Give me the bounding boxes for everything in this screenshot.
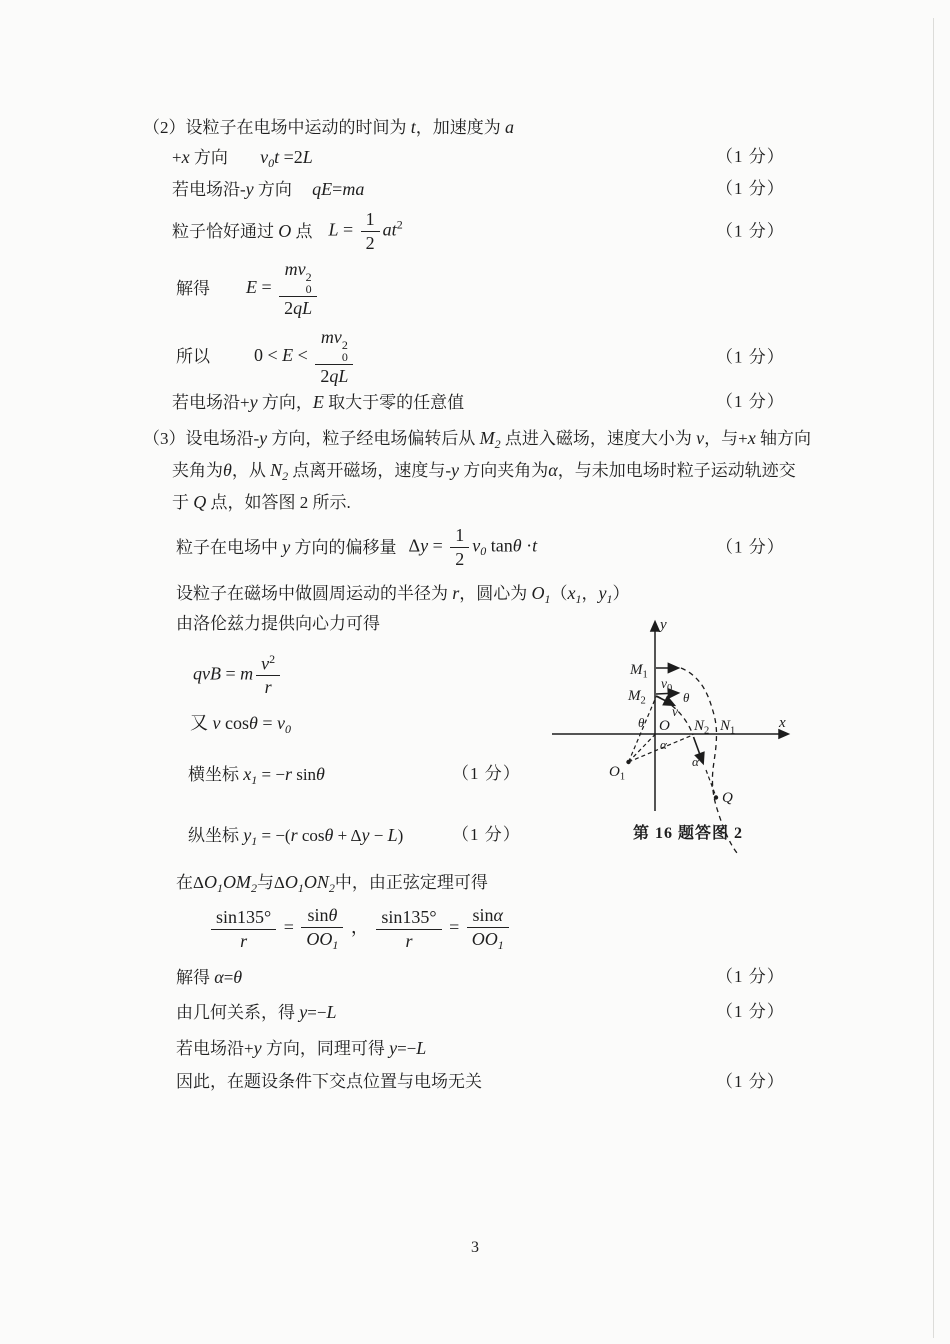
point-q: [714, 795, 718, 799]
line-x-direction: [0, 146, 950, 171]
therefore-label: 所以: [176, 347, 210, 367]
line-part3-header-3: [172, 491, 351, 514]
line-part3-header-2: [172, 459, 796, 484]
score-mark: （1 分）: [716, 1002, 785, 1021]
line-sine-rule-intro: [176, 871, 488, 896]
lorentz-text: 由洛伦兹力提供向心力可得: [176, 614, 380, 633]
line-sine-equations: [208, 900, 512, 958]
label-theta-at-m2: θ: [683, 690, 690, 705]
label-v0: $v_0$: [661, 676, 673, 694]
deflection-formula: Δy = $\frac{1}{2}$ $v_0$ tanθ ·t: [408, 524, 538, 569]
label-origin: O: [659, 718, 670, 734]
sine-rule-intro-text: 在$\Delta O_1OM_2$与$\Delta O_1ON_2$中，由正弦定理可得: [176, 872, 488, 895]
score-mark: （1 分）: [716, 347, 785, 367]
score-mark: （1 分）: [716, 392, 785, 411]
label-y-axis: y: [660, 617, 667, 633]
label-m1: $M_1$: [630, 662, 648, 681]
figure-caption: 第 16 题答图 2: [632, 825, 743, 842]
geometry-text: 由几何关系，得 y=−L: [176, 1002, 337, 1022]
conclusion-text: 因此，在题设条件下交点位置与电场无关: [176, 1072, 482, 1091]
line-pass-point-o: [0, 207, 950, 255]
label-m2: $M_2$: [628, 688, 646, 707]
deflection-label: 粒子在电场中 y 方向的偏移量: [176, 536, 397, 557]
qvb-formula: qvB = m $\frac{v^2}{r}$: [193, 653, 283, 698]
line-part2-header: [143, 116, 514, 139]
plus-y-same-text: 若电场沿+y 方向，同理可得 y=−L: [176, 1038, 427, 1058]
line-qvb-formula: [193, 647, 283, 703]
score-mark: （1 分）: [716, 1072, 785, 1091]
label-v: v: [672, 704, 678, 719]
label-o1: $O_1$: [609, 764, 626, 783]
score-mark: （1 分）: [452, 764, 521, 783]
line-deflection: [0, 524, 950, 570]
label-n1: $N_1$: [720, 718, 736, 737]
line-n2-q: [706, 770, 715, 794]
line-field-plus-y: [0, 391, 950, 414]
vcos-formula: 又 v $\cos\theta = v_0$: [190, 713, 291, 736]
y1-formula: 纵坐标 $y_1 = -(r$ cosθ + Δy − L): [188, 825, 404, 848]
field-minus-y-label: 若电场沿-y 方向: [172, 179, 292, 199]
x1-formula: 横坐标 $x_1 = -r$ sinθ: [188, 764, 325, 787]
field-plus-y-text: 若电场沿+y 方向，E 取大于零的任意值: [172, 392, 465, 412]
part3-header-text-2: 夹角为θ，从 $N_2$ 点离开磁场，速度与-y 方向夹角为α，与未加电场时粒子运动轨迹交: [172, 460, 796, 483]
point-o1: [626, 760, 630, 764]
score-mark: （1 分）: [716, 537, 785, 557]
score-mark: （1 分）: [452, 825, 521, 844]
label-q: Q: [722, 790, 733, 806]
label-theta-at-axis: θ: [638, 715, 645, 730]
label-alpha-at-o1-line: α: [660, 737, 667, 752]
line-lorentz: [176, 613, 380, 634]
radius-center-text: 设粒子在磁场中做圆周运动的半径为 r，圆心为 $O_1(x_1$，$y_1$）: [176, 583, 630, 606]
line-solve-alpha: [0, 966, 950, 989]
scan-edge-line: [933, 18, 934, 1338]
page-number: 3: [471, 1239, 479, 1256]
segment-o1-o: [629, 735, 656, 763]
line-plus-y-same: [176, 1037, 426, 1060]
part2-header-text: （2）设粒子在电场中运动的时间为 t，加速度为 a: [143, 117, 515, 137]
pass-point-o-label: 粒子恰好通过 O 点: [172, 220, 313, 241]
score-mark: （1 分）: [716, 179, 785, 198]
line-solve-e: [0, 259, 950, 319]
part3-header-text-1: （3）设电场沿-y 方向，粒子经电场偏转后从 $M_2$ 点进入磁场，速度大小为 v，与+x 轴方向: [143, 428, 812, 451]
qe-ma-formula: qE=ma: [312, 179, 365, 199]
line-part3-header-1: [143, 427, 811, 452]
e-range-formula: 0 < E < mv 2 0 2qL: [254, 327, 356, 387]
solve-label: 解得: [176, 279, 210, 299]
label-x-axis: x: [779, 715, 786, 731]
sine-equations-formula: $\frac{\sin 135^\circ}{r}$ = $\frac{\sin\theta}{OO_1}$ ， $\frac{\sin 135^\circ}{r}$ = $\frac{\sin\alpha}{OO_1}$: [208, 905, 512, 952]
e-field-formula: E = mv 2 0 2qL: [246, 259, 320, 319]
label-n2: $N_2$: [694, 718, 710, 737]
line-geometry: [0, 1001, 950, 1024]
line-field-minus-y: [0, 178, 950, 201]
alpha-theta-text: 解得 α=θ: [176, 967, 243, 987]
part3-header-text-3: 于 Q 点，如答图 2 所示.: [172, 492, 351, 512]
line-conclusion: [0, 1071, 950, 1092]
score-mark: （1 分）: [716, 221, 785, 241]
half-at2-formula: L = $\frac{1}{2}$ $at^2$: [328, 208, 403, 253]
score-mark: （1 分）: [716, 967, 785, 986]
line-vcos: [190, 712, 291, 737]
x-direction-label: +x 方向: [172, 147, 228, 167]
score-mark: （1 分）: [716, 147, 785, 166]
label-alpha-at-n2: α: [692, 754, 699, 769]
line-therefore-e-range: [0, 327, 950, 387]
x-direction-formula: $v_0t =2L$: [260, 147, 313, 170]
